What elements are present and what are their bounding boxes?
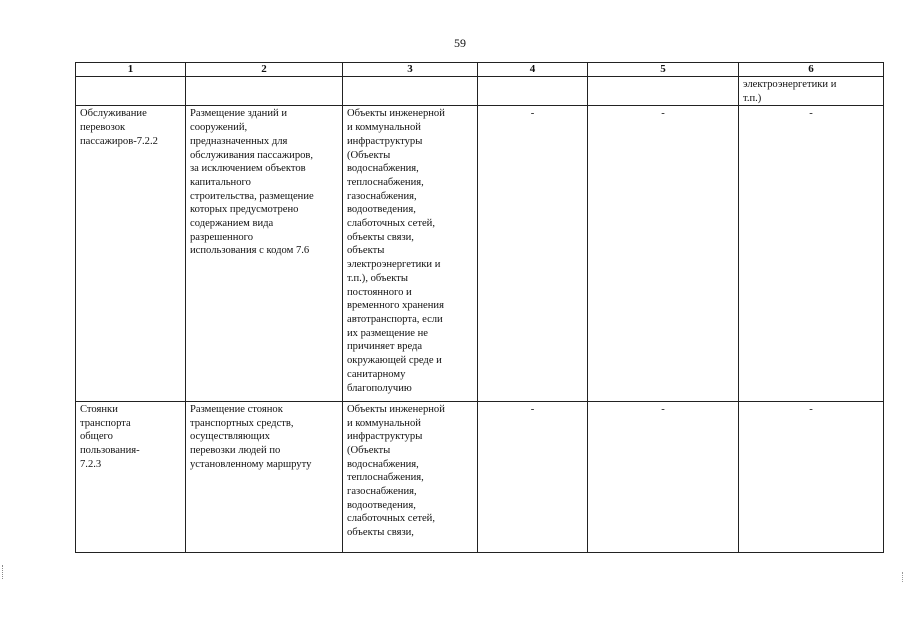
column-header-2: 2: [186, 63, 343, 77]
table-cell: электроэнергетики и т.п.): [739, 77, 884, 106]
table-cell: [76, 77, 186, 106]
land-use-type-cell: Стоянки транспорта общего пользования- 7.2.3: [76, 401, 186, 552]
description-cell: Размещение зданий и сооружений, предназначенных для обслуживания пассажиров, за исключением объектов капитального строительства, размещение которых предусмотрено содержанием вида разрешенного использования с кодом 7.6: [186, 106, 343, 401]
permitted-objects-cell: Объекты инженерной и коммунальной инфраструктуры (Объекты водоснабжения, теплоснабжения, газоснабжения, водоотведения, слаботочных сетей, объекты связи,: [343, 401, 478, 552]
table-cell: -: [478, 401, 588, 552]
column-header-3: 3: [343, 63, 478, 77]
table-cell: [343, 77, 478, 106]
header-row: [76, 63, 884, 77]
table-cell: -: [739, 106, 884, 401]
table-cell: -: [588, 106, 739, 401]
continuation-row: [76, 77, 884, 106]
column-header-4: 4: [478, 63, 588, 77]
column-header-5: 5: [588, 63, 739, 77]
scan-artifact: [899, 572, 903, 582]
permitted-objects-cell: Объекты инженерной и коммунальной инфраструктуры (Объекты водоснабжения, теплоснабжения, газоснабжения, водоотведения, слаботочных сетей, объекты связи, объекты электроэнергетики и т.п.), объекты постоянного и временного хранения автотранспорта, если их размещение не причиняет вреда окружающей среде и санитарному благополучию: [343, 106, 478, 401]
scan-artifact: [2, 565, 7, 579]
regulation-table: [75, 62, 884, 553]
table-cell: [588, 77, 739, 106]
column-header-1: 1: [76, 63, 186, 77]
table-cell: -: [478, 106, 588, 401]
table-row: [76, 106, 884, 401]
table-cell: -: [739, 401, 884, 552]
table-cell: [478, 77, 588, 106]
table-cell: -: [588, 401, 739, 552]
page-number: 59: [454, 36, 466, 50]
land-use-type-cell: Обслуживание перевозок пассажиров-7.2.2: [76, 106, 186, 401]
description-cell: Размещение стоянок транспортных средств, осуществляющих перевозки людей по установленному маршруту: [186, 401, 343, 552]
column-header-6: 6: [739, 63, 884, 77]
table-row: [76, 401, 884, 552]
table-cell: [186, 77, 343, 106]
